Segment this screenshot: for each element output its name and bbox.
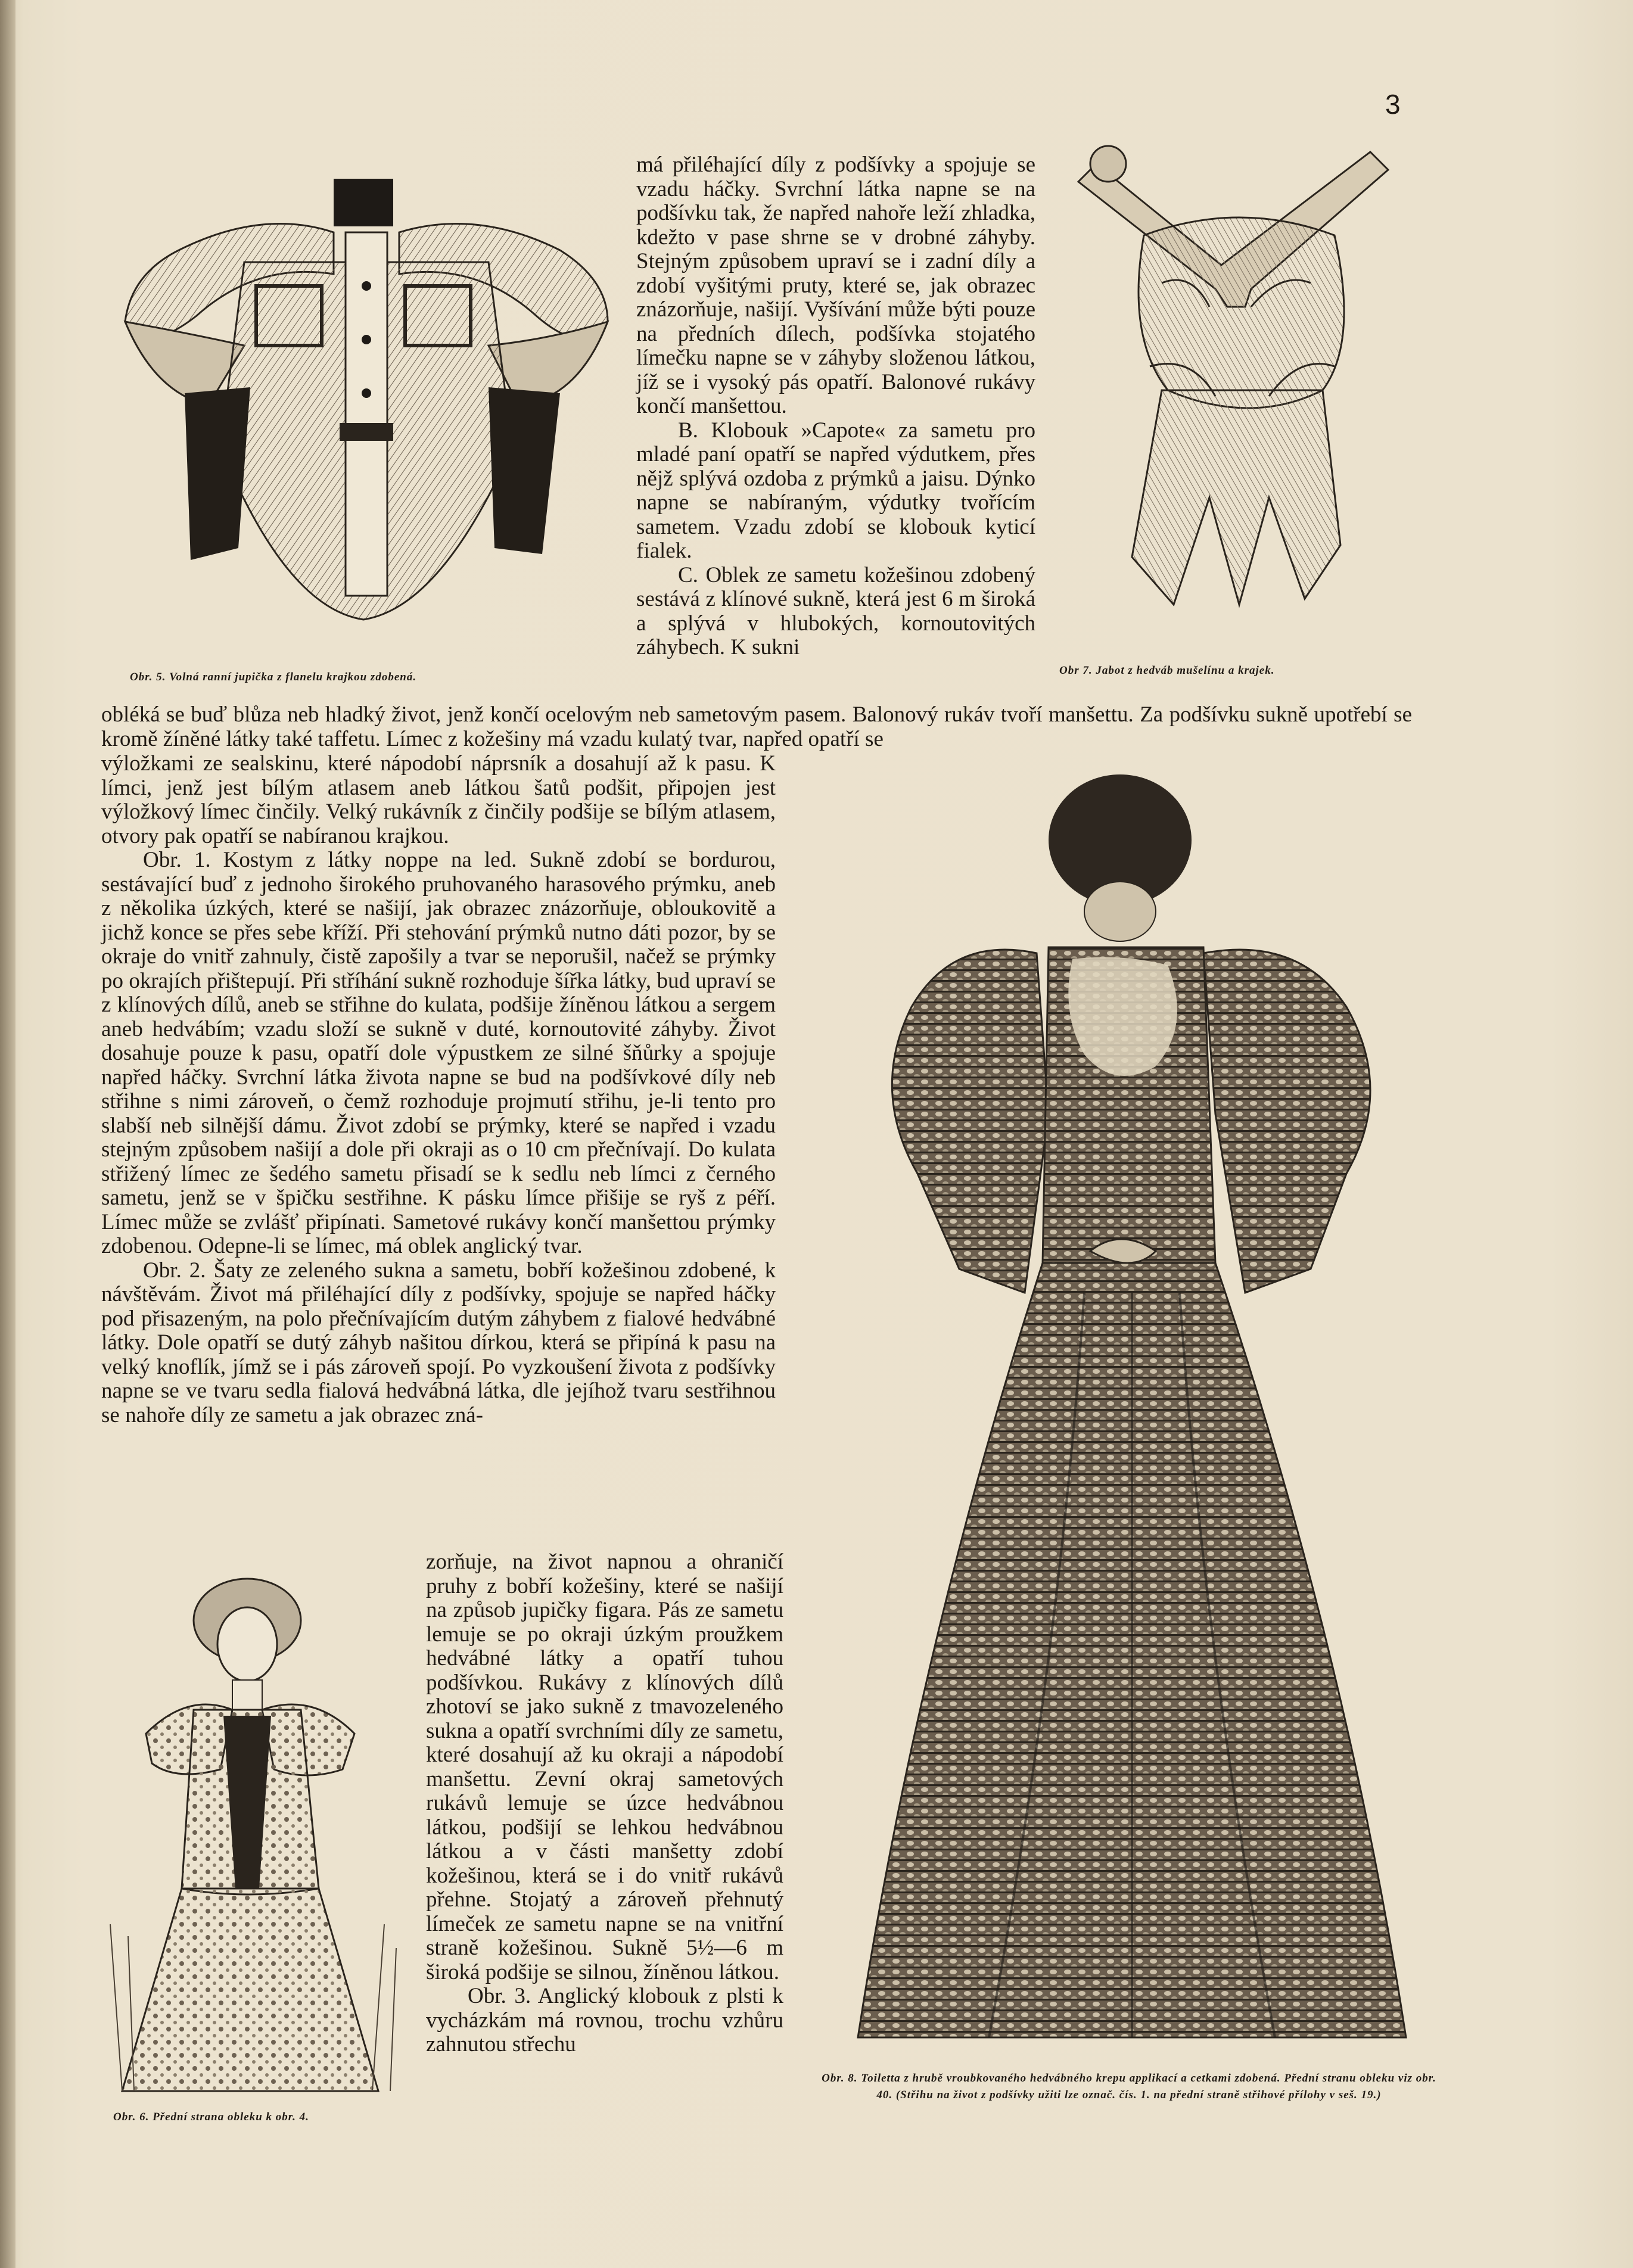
figure-6-caption: Obr. 6. Přední strana obleku k obr. 4. (113, 2111, 309, 2123)
figure-7-jabot-illustration (1072, 128, 1406, 623)
left-text-column (101, 752, 776, 1427)
paragraph: obléká se buď blůza neb hladký život, jenž končí ocelovým neb sametovým pasem. Balonový rukáv tvoří manšettu. Za podšívku sukně upotřebí se kromě žíněné látky také taffetu. Límec z kožešiny má vzadu kulatý tvar, napřed opatří se (101, 702, 1412, 751)
paragraph: Obr. 1. Kostym z látky noppe na led. Sukně zdobí se bordurou, sestávající buď z jednoho širokého pruhovaného harasového prýmku, aneb z několika úzkých, které se našijí, jak obrazec znázorňuje, obloukovitě a jichž konce se přes sebe kříží. Při stehování prýmků nutno dáti pozor, by se okraje do vnitř zahnuly, čistě zapošily a tvar se neporušil, načež se prýmky po okrajích přištepují. Při stříhání sukně rozhoduje šířka látky, bud upraví se z klínových dílů, aneb se střihne do kulata, podšije žíněnou látkou a sergem aneb hedvábím; vzadu složí se sukně v duté, kornoutovité záhyby. Život dosahuje pouze k pasu, opatří dole výpustkem ze silné šňůrky a spojuje napřed háčky. Svrchní látka života napne se bud na podšívkové díly neb střihne s nimi zároveň, o čemž rozhoduje projmutí střihu, je-li tento pro slabší neb silnější dámu. Život zdobí se prýmky, které se napřed i vzadu stejným způsobem našijí a dole při okraji as o 10 cm přečnívají. Do kulata střižený límec ze šedého sametu přisadí se k sedlu neb límci z černého sametu, jenž se v špičku sestřihne. K pásku límce přišije se ryš z péří. Límec může se zvlášť připínati. Sametové rukávy končí manšettou prýmky zdobenou. Odepne-li se límec, má oblek anglický tvar. (101, 848, 776, 1258)
figure-8-caption: Obr. 8. Toiletta z hrubě vroubkovaného hedvábného krepu applikací a cetkami zdobená. Přední stranu obleku viz obr. 40. (Střihu na život z podšívky užiti lze označ. čís. 1. na přední straně střihové přílohy v seš. 19.) (822, 2072, 1436, 2101)
paragraph: C. Oblek ze sametu kožešinou zdobený sestává z klínové sukně, která jest 6 m široká a splývá v hlubokých, kornoutovitých záhybech. K sukni (636, 562, 1035, 659)
paragraph: Obr. 2. Šaty ze zeleného sukna a sametu, bobří kožešinou zdobené, k návštěvám. Život má přiléhající díly z podšívky, spojuje se napřed háčky pod přisazeným, na polo přečnívajícím dutým záhybem z fialové hedvábné látky. Dole opatří se dutý záhyb našitou dírkou, která se připíná k pasu na velký knoflík, jímž se i pás zároveň spojí. Po vyzkoušení života z podšívky napne se ve tvaru sedla fialová hedvábná látka, dle jejíhož tvaru sestřihnou se nahoře díly ze sametu a jak obrazec zná- (101, 1258, 776, 1427)
figure-7-caption: Obr 7. Jabot z hedváb mušelínu a krajek. (1059, 664, 1275, 677)
binding-gutter (0, 0, 15, 2268)
wide-text-lines (101, 703, 1412, 751)
page-number: 3 (1385, 89, 1401, 120)
paragraph: Obr. 3. Anglický klobouk z plsti k vycházkám má rovnou, trochu vzhůru zahnutou střechu (426, 1984, 783, 2057)
figure-5-blouse-illustration (107, 167, 626, 643)
paragraph: výložkami ze sealskinu, které nápodobí náprsník a dosahují až k pasu. K límci, jenž jest bílým atlasem aneb látkou šatů podšit, připojen jest výložkový límec činčily. Velký rukávník z činčily podšije se bílým atlasem, otvory pak opatří se nabíranou krajkou. (101, 751, 776, 848)
top-text-column (636, 153, 1035, 660)
narrow-text-column (426, 1550, 783, 2057)
paragraph: má přiléhající díly z podšívky a spojuje se vzadu háčky. Svrchní látka napne se na podšívku tak, že napřed nahoře leží zhladka, kdežto v pase shrne se v drobné záhyby. Stejným způsobem upraví se i zadní díly a zdobí vyšitými pruty, které se, jak obrazec znázorňuje, našijí. Vyšívání může býti pouze na předních dílech, podšívka stojatého límečku napne se v záhyby složenou látkou, jíž se i vysoký pás opatří. Balonové rukávy končí manšettou. (636, 153, 1035, 418)
paragraph: zorňuje, na život napnou a ohraničí pruhy z bobří kožešiny, které se našijí na způsob jupičky figara. Pás ze sametu lemuje se po okraji úzkým proužkem hedvábné látky a opatří tuhou podšívkou. Rukávy z klínových dílů zhotoví se jako sukně z tmavozeleného sukna a opatří svrchními díly ze sametu, které dosahují až ku okraji a nápodobí manšettu. Zevní okraj sametových rukávů lemuje se úzce hedvábnou látkou, podšijí se lehkou hedvábnou látkou a v části manšetty zdobí kožešinou, která se i do vnitř rukávů přehne. Stojatý a zároveň přehnutý límeček ze sametu napne se na vnitřní straně kožešinou. Sukně 5½—6 m široká podšije se silnou, žíněnou látkou. (426, 1550, 783, 1984)
figure-6-dress-front-illustration (86, 1567, 420, 2103)
figure-5-caption: Obr. 5. Volná ranní jupička z flanelu krajkou zdobená. (130, 671, 417, 683)
figure-8-gown-back-illustration (834, 757, 1430, 2055)
paragraph: B. Klobouk »Capote« za sametu pro mladé paní opatří se napřed výdutkem, přes nějž splývá ozdoba z prýmků a jaisu. Dýnko napne se nabíraným, výdutky tvořícím sametem. Vzadu zdobí se klobouk kyticí fialek. (636, 418, 1035, 563)
